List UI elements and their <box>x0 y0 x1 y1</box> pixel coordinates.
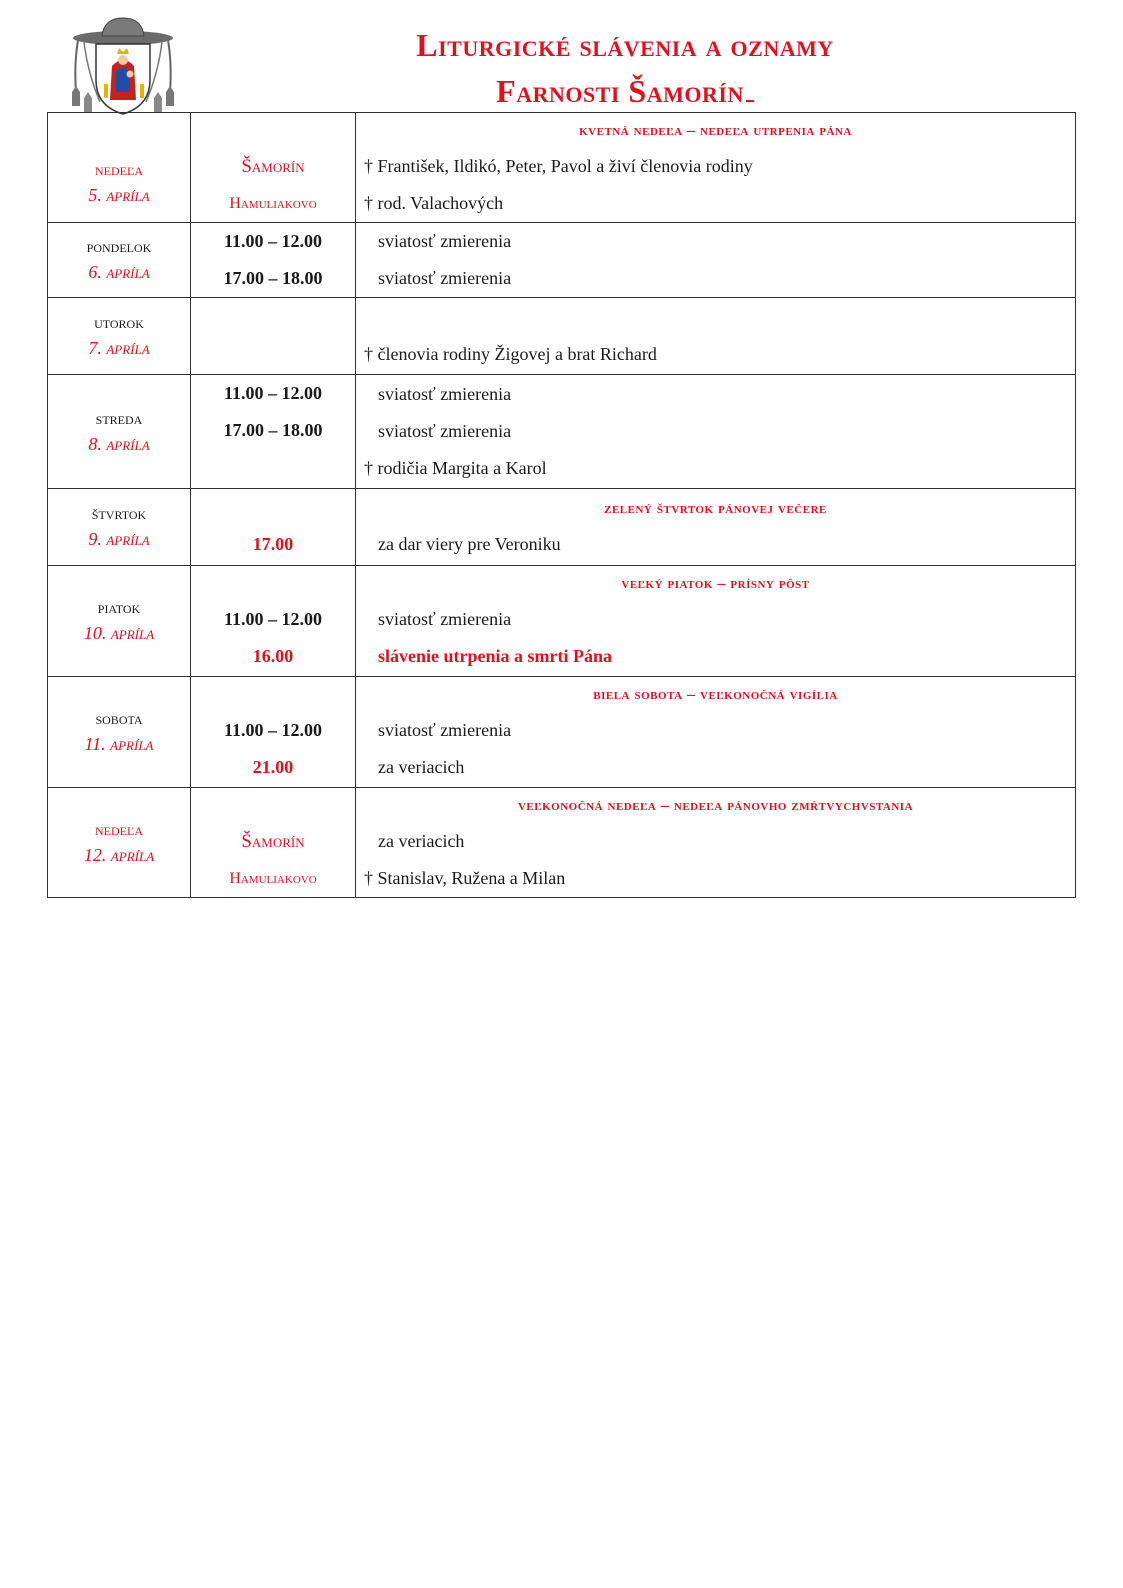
intention-text: † rod. Valachových <box>364 192 504 213</box>
intention-cell <box>356 566 1076 677</box>
day-name: piatok <box>97 598 141 617</box>
time-cell <box>191 489 356 566</box>
page-title <box>190 22 1060 114</box>
time-label: 16.00 <box>252 646 294 666</box>
day-name: nedeľa <box>95 159 143 179</box>
intention-cell <box>356 677 1076 788</box>
time-label: 21.00 <box>252 757 294 777</box>
intention-text: † František, Ildikó, Peter, Pavol a živí členovia rodiny <box>364 155 753 176</box>
time-label: 17.00 – 18.00 <box>223 420 323 440</box>
intention-cell <box>356 375 1076 489</box>
day-cell <box>48 375 191 489</box>
table-row <box>48 788 1076 898</box>
day-date: 9. apríla <box>88 529 150 549</box>
time-cell <box>191 677 356 788</box>
place-label: Hamuliakovo <box>229 194 317 212</box>
table-row <box>48 677 1076 788</box>
place-label: Šamorín <box>241 155 305 177</box>
day-date: 12. apríla <box>83 844 155 865</box>
title-line-1: Liturgické slávenia a oznamy <box>416 27 834 63</box>
intention-text: † Stanislav, Ružena a Milan <box>364 867 566 888</box>
day-cell <box>48 113 191 223</box>
day-date: 10. apríla <box>83 623 155 643</box>
time-cell <box>191 298 356 375</box>
day-cell <box>48 298 191 375</box>
intention-cell <box>356 298 1076 375</box>
time-label: 17.00 <box>252 533 294 554</box>
intention-text: za dar viery pre Veroniku <box>378 533 561 554</box>
time-cell <box>191 113 356 223</box>
day-date: 6. apríla <box>88 262 150 282</box>
time-label: 11.00 – 12.00 <box>223 720 322 740</box>
time-cell <box>191 223 356 298</box>
day-cell <box>48 223 191 298</box>
intention-text: za veriacich <box>378 757 465 777</box>
intention-text: † rodičia Margita a Karol <box>364 458 547 478</box>
intention-text: slávenie utrpenia a smrti Pána <box>378 646 612 666</box>
intention-text: sviatosť zmierenia <box>378 421 512 441</box>
day-date: 8. apríla <box>88 433 150 454</box>
intention-text: sviatosť zmierenia <box>378 720 512 740</box>
time-label: 17.00 – 18.00 <box>223 268 323 288</box>
time-label: 11.00 – 12.00 <box>223 609 322 629</box>
intention-text: sviatosť zmierenia <box>378 268 512 288</box>
intention-text: sviatosť zmierenia <box>378 384 512 404</box>
day-cell <box>48 489 191 566</box>
feast-title: kvetná nedeľa – nedeľa utrpenia pána <box>579 121 852 139</box>
table-row <box>48 113 1076 223</box>
intention-cell <box>356 113 1076 223</box>
intention-cell <box>356 223 1076 298</box>
time-cell <box>191 566 356 677</box>
day-date: 11. apríla <box>84 734 154 754</box>
feast-title: veľký piatok – prísny pôst <box>621 575 810 592</box>
title-line-2: Farnosti Šamorín <box>190 68 1060 114</box>
day-name: štvrtok <box>91 504 147 523</box>
day-cell <box>48 788 191 898</box>
day-cell <box>48 677 191 788</box>
table-row <box>48 223 1076 298</box>
time-cell <box>191 375 356 489</box>
time-cell <box>191 788 356 898</box>
intention-text: † členovia rodiny Žigovej a brat Richard <box>364 344 657 364</box>
liturgy-schedule-table <box>47 112 1076 898</box>
table-row <box>48 566 1076 677</box>
place-label: Šamorín <box>241 830 305 852</box>
day-name: utorok <box>94 313 144 332</box>
day-name: streda <box>95 408 143 428</box>
intention-cell <box>356 788 1076 898</box>
place-label: Hamuliakovo <box>229 869 317 887</box>
feast-title: biela sobota – veľkonočná vigília <box>593 686 838 703</box>
feast-title: veľkonočná nedeľa – nedeľa pánovho zmŕtvychvstania <box>517 796 914 814</box>
intention-text: sviatosť zmierenia <box>378 609 512 629</box>
time-label: 11.00 – 12.00 <box>223 383 322 403</box>
table-row <box>48 375 1076 489</box>
parish-coat-of-arms <box>64 14 182 122</box>
table-row <box>48 489 1076 566</box>
intention-text: za veriacich <box>378 830 465 851</box>
time-label: 11.00 – 12.00 <box>223 231 322 251</box>
day-date: 7. apríla <box>88 338 150 358</box>
day-name: sobota <box>95 709 143 728</box>
intention-text: sviatosť zmierenia <box>378 231 512 251</box>
day-cell <box>48 566 191 677</box>
feast-title: zelený štvrtok pánovej večere <box>604 499 827 517</box>
table-row <box>48 298 1076 375</box>
intention-cell <box>356 489 1076 566</box>
day-name: nedeľa <box>95 819 143 839</box>
day-name: pondelok <box>86 237 152 256</box>
day-date: 5. apríla <box>88 184 150 205</box>
